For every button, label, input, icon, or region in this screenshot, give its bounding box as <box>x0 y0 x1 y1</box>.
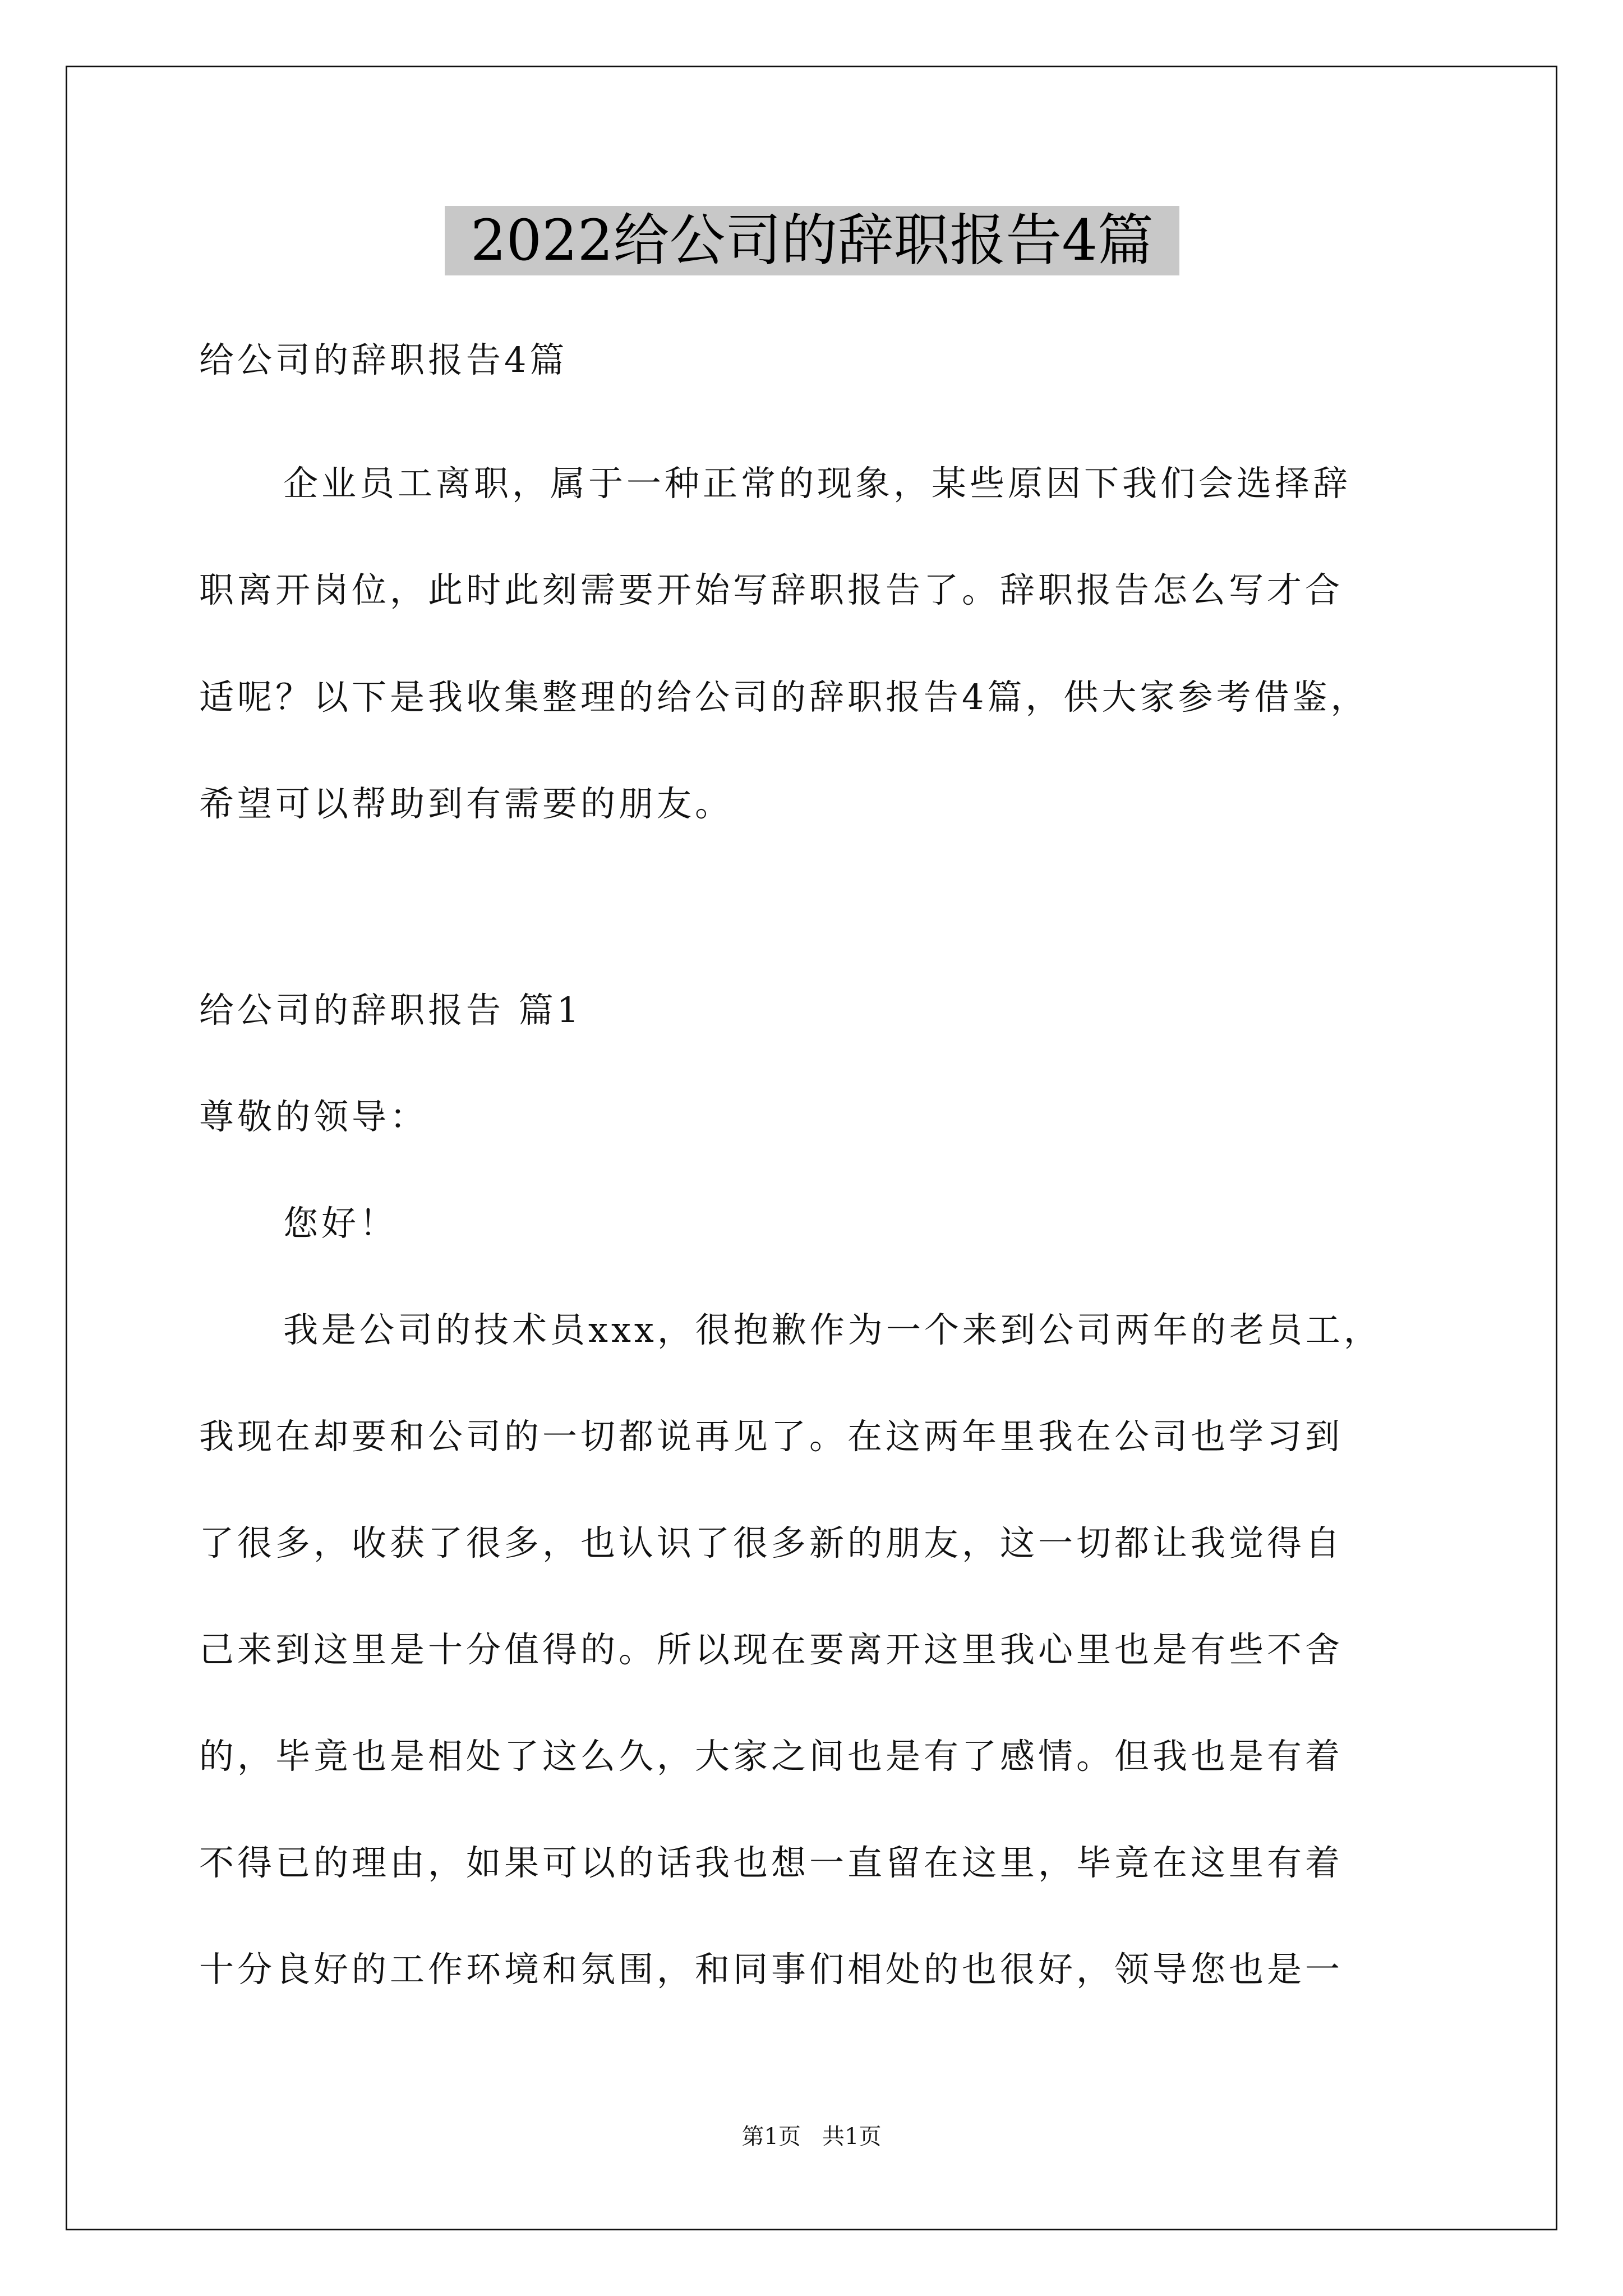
paragraph-line: 己来到这里是十分值得的。所以现在要离开这里我心里也是有些不舍 <box>199 1629 1344 1670</box>
paragraph-line: 职离开岗位，此时此刻需要开始写辞职报告了。辞职报告怎么写才合 <box>199 569 1344 610</box>
paragraph-line: 适呢？以下是我收集整理的给公司的辞职报告4篇，供大家参考借鉴， <box>199 677 1369 717</box>
section-heading: 给公司的辞职报告 篇1 <box>199 990 583 1030</box>
paragraph-line: 企业员工离职，属于一种正常的现象，某些原因下我们会选择辞 <box>283 463 1352 504</box>
paragraph-line: 十分良好的工作环境和氛围，和同事们相处的也很好，领导您也是一 <box>199 1949 1344 1990</box>
subtitle: 给公司的辞职报告4篇 <box>199 339 568 380</box>
greeting: 您好！ <box>283 1203 398 1244</box>
paragraph-line: 的，毕竟也是相处了这么久，大家之间也是有了感情。但我也是有着 <box>199 1736 1344 1777</box>
document-title: 2022给公司的辞职报告4篇 <box>445 206 1179 275</box>
page-border <box>66 66 1557 2230</box>
page-footer: 第1页 共1页 <box>741 2124 882 2150</box>
paragraph-line: 不得已的理由，如果可以的话我也想一直留在这里，毕竟在这里有着 <box>199 1842 1344 1883</box>
paragraph-line: 我现在却要和公司的一切都说再见了。在这两年里我在公司也学习到 <box>199 1416 1344 1457</box>
paragraph-line: 了很多，收获了很多，也认识了很多新的朋友，这一切都让我觉得自 <box>199 1522 1344 1563</box>
salutation: 尊敬的领导： <box>199 1096 428 1137</box>
paragraph-line: 我是公司的技术员xxx，很抱歉作为一个来到公司两年的老员工， <box>283 1309 1382 1350</box>
paragraph-line: 希望可以帮助到有需要的朋友。 <box>199 783 734 824</box>
